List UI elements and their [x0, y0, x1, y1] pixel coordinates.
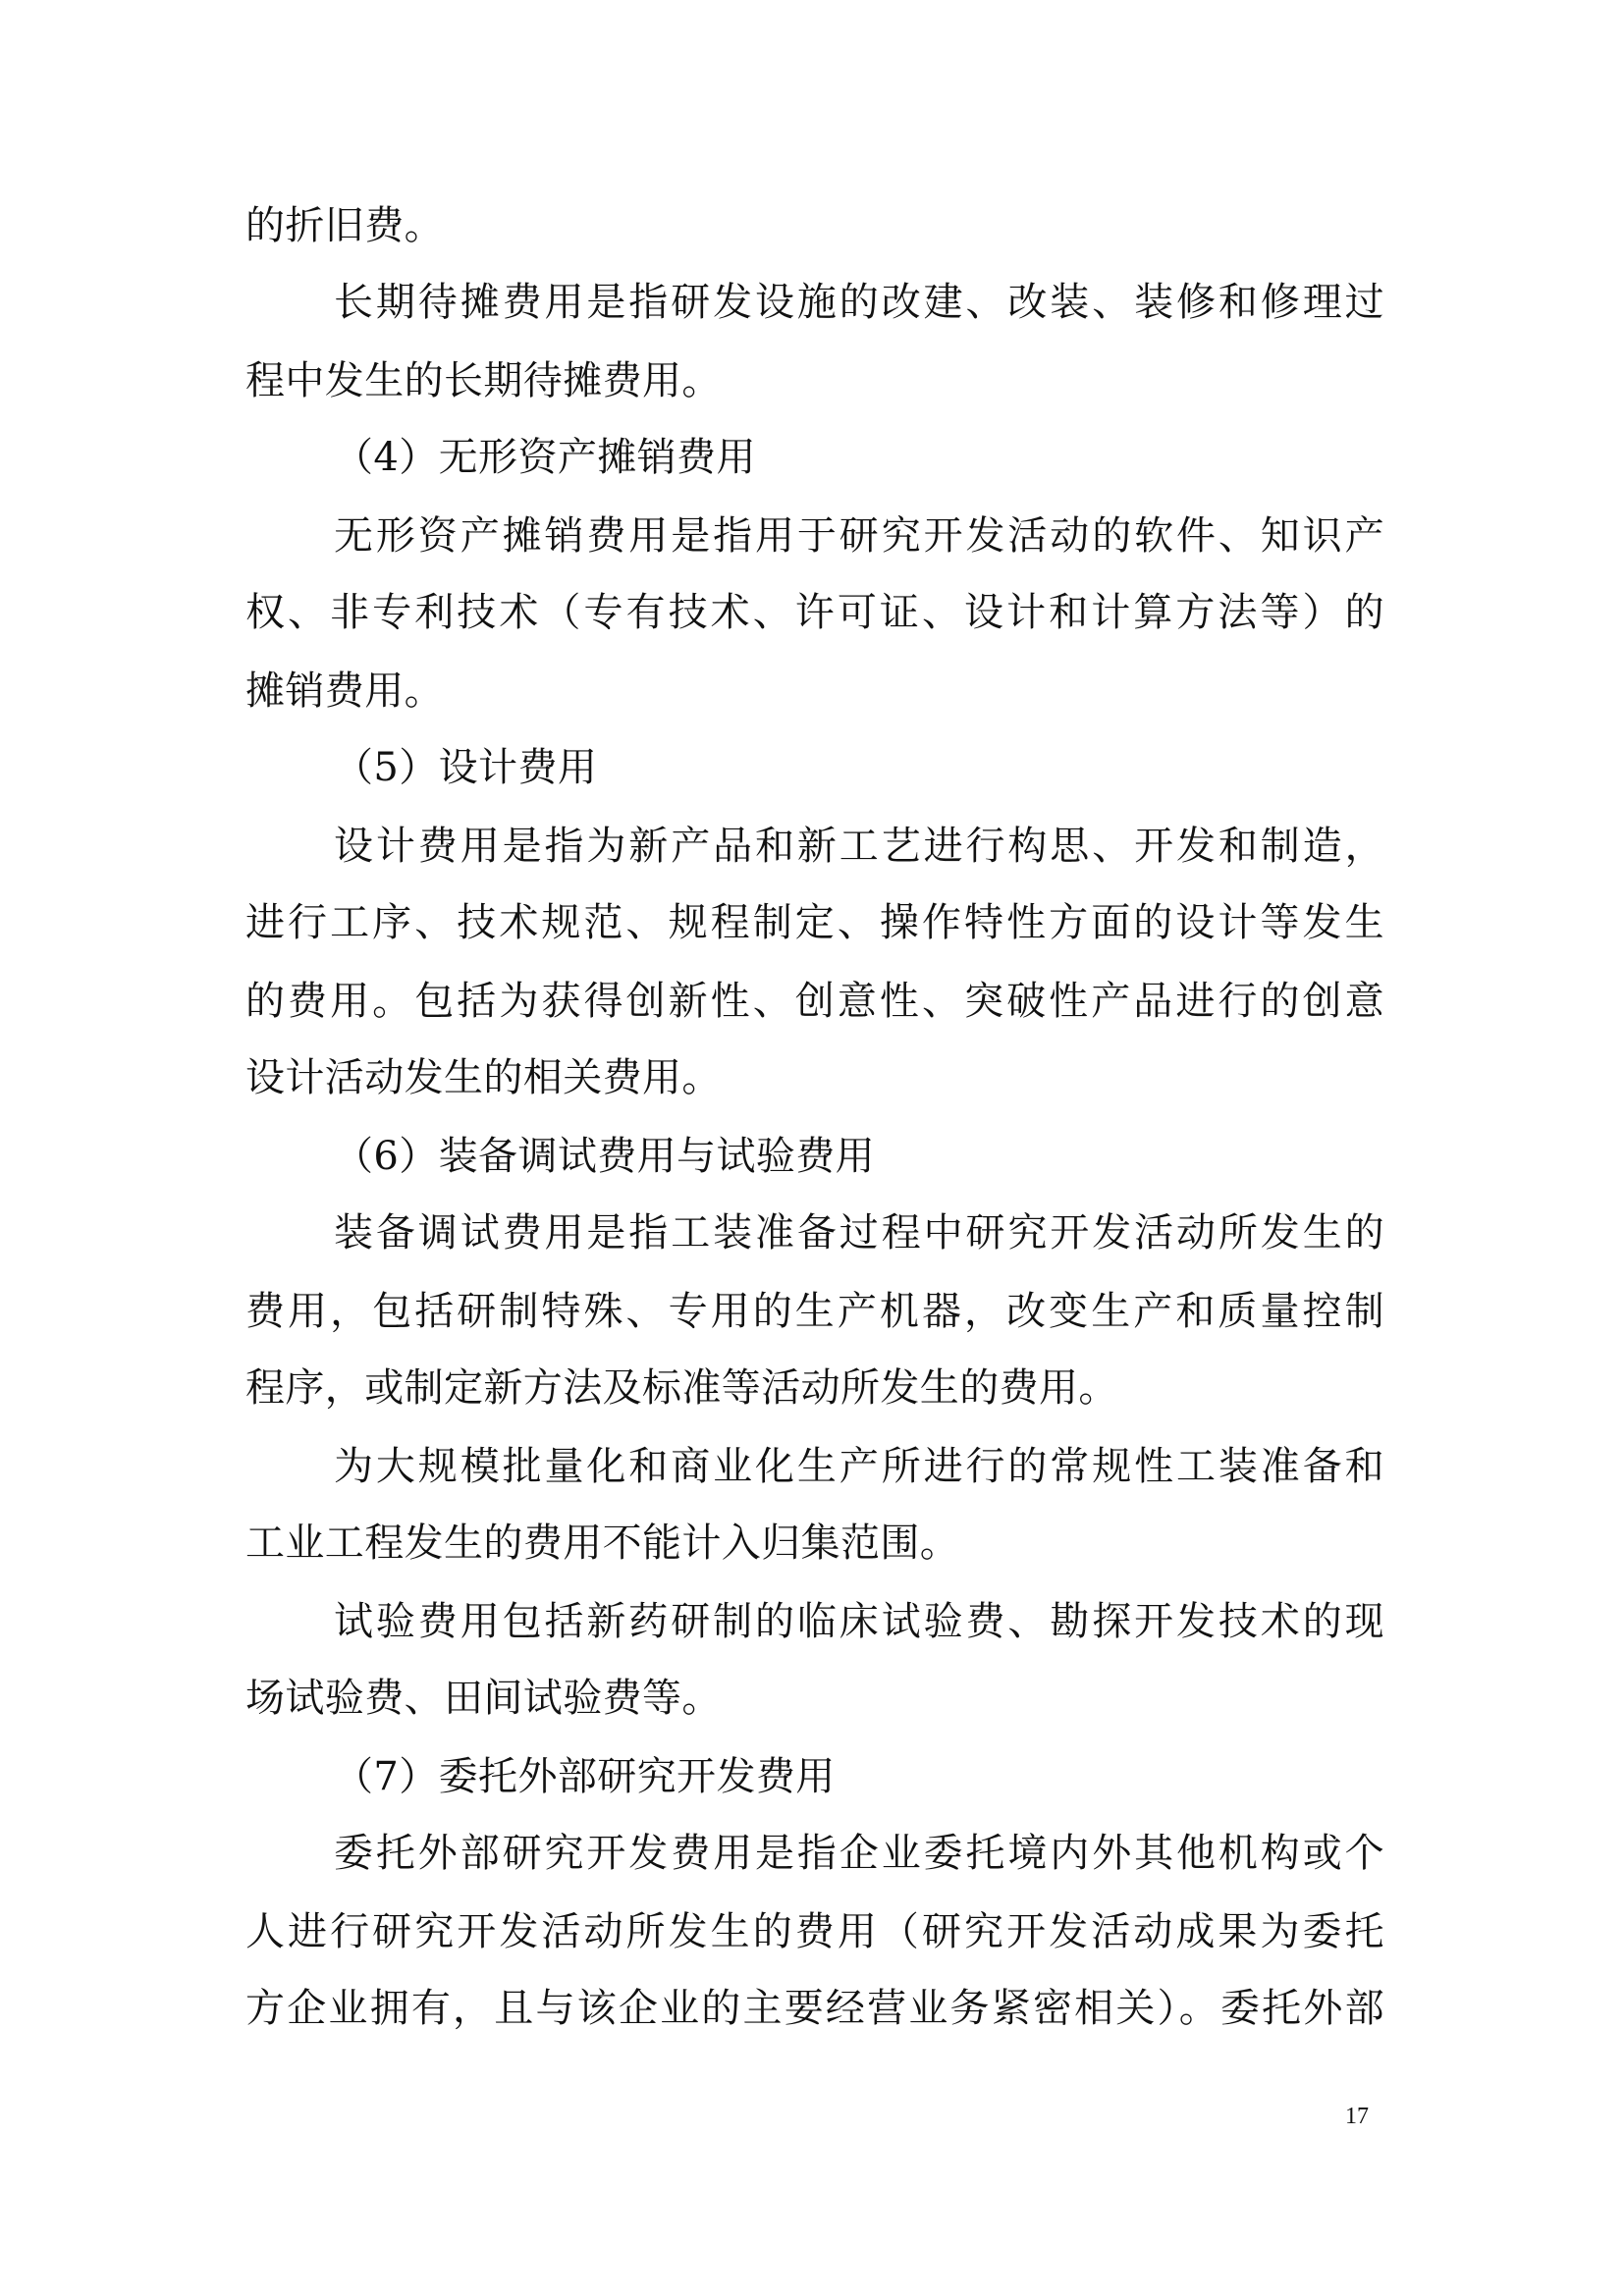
text-line: 进行工序、技术规范、规程制定、操作特性方面的设计等发生 — [245, 900, 1384, 945]
text-line: 的折旧费。 — [245, 203, 444, 248]
page-number: 17 — [1345, 2104, 1369, 2129]
text-line: 设计活动发生的相关费用。 — [245, 1055, 722, 1100]
text-line: 权、非专利技术（专有技术、许可证、设计和计算方法等）的 — [245, 590, 1384, 635]
text-line: 设计费用是指为新产品和新工艺进行构思、开发和制造， — [334, 824, 1384, 869]
text-line: 程序，或制定新方法及标准等活动所发生的费用。 — [245, 1365, 1118, 1411]
section-heading: （5）设计费用 — [334, 745, 598, 790]
text-line: 无形资产摊销费用是指用于研究开发活动的软件、知识产 — [334, 513, 1384, 559]
section-heading: （7）委托外部研究开发费用 — [334, 1754, 836, 1799]
text-line: 工业工程发生的费用不能计入归集范围。 — [245, 1521, 960, 1566]
text-line: 方企业拥有，且与该企业的主要经营业务紧密相关）。委托外部 — [245, 1986, 1384, 2031]
text-line: 摊销费用。 — [245, 668, 444, 714]
text-line: 程中发生的长期待摊费用。 — [245, 358, 722, 403]
section-heading: （6）装备调试费用与试验费用 — [334, 1134, 876, 1179]
text-line: 为大规模批量化和商业化生产所进行的常规性工装准备和 — [334, 1444, 1384, 1489]
text-line: 费用，包括研制特殊、专用的生产机器，改变生产和质量控制 — [245, 1289, 1384, 1334]
text-line: 人进行研究开发活动所发生的费用（研究开发活动成果为委托 — [245, 1909, 1384, 1954]
section-heading: （4）无形资产摊销费用 — [334, 435, 756, 480]
text-line: 试验费用包括新药研制的临床试验费、勘探开发技术的现 — [334, 1599, 1384, 1644]
text-line: 装备调试费用是指工装准备过程中研究开发活动所发生的 — [334, 1210, 1384, 1255]
text-line: 长期待摊费用是指研发设施的改建、改装、装修和修理过 — [334, 280, 1384, 325]
text-line: 场试验费、田间试验费等。 — [245, 1676, 722, 1721]
text-line: 的费用。包括为获得创新性、创意性、突破性产品进行的创意 — [245, 979, 1384, 1024]
text-line: 委托外部研究开发费用是指企业委托境内外其他机构或个 — [334, 1831, 1384, 1876]
